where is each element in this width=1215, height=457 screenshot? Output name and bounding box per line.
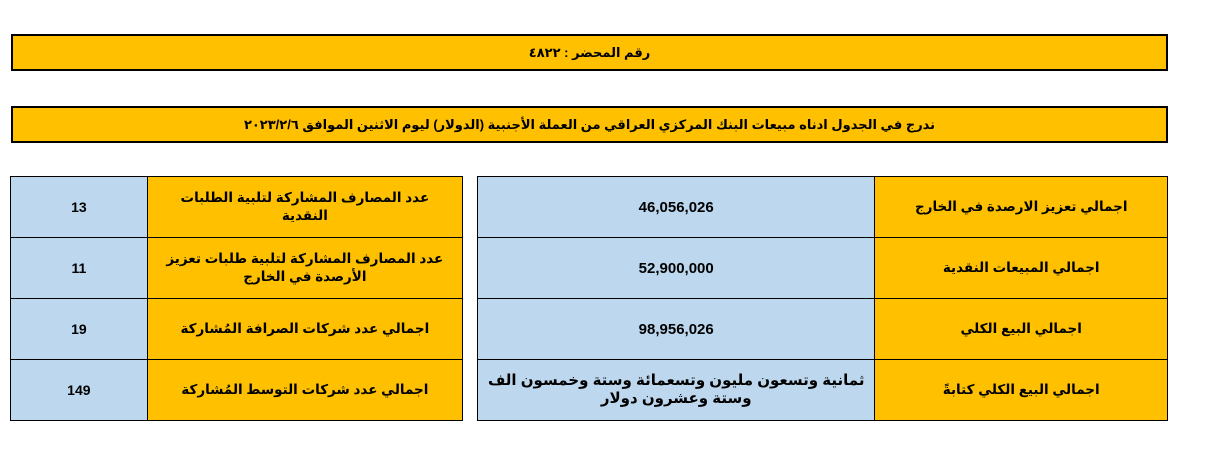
transfers-total-label: اجمالي تعزيز الارصدة في الخارج xyxy=(875,177,1168,238)
table-row xyxy=(478,360,1168,421)
table-row xyxy=(478,177,1168,238)
table-row xyxy=(11,238,463,299)
intro-text: ندرج في الجدول ادناه مبيعات البنك المركزي العراقي من العملة الأجنبية (الدولار) ليوم الاثنين الموافق ٢٠٢٣/٢/٦ xyxy=(243,116,936,132)
total-sales-in-words-value: ثمانية وتسعون مليون وتسعمائة وستة وخمسون الف وستة وعشرون دولار xyxy=(478,360,875,421)
session-number-text: رقم المحضر : ٤٨٢٢ xyxy=(528,44,651,60)
transfer-banks-label: عدد المصارف المشاركة لتلبية طلبات تعزيز الأرصدة في الخارج xyxy=(147,238,462,299)
cash-banks-label: عدد المصارف المشاركة لتلبية الطلبات النقدية xyxy=(147,177,462,238)
table-row xyxy=(11,299,463,360)
table-row xyxy=(478,299,1168,360)
total-sales-label: اجمالي البيع الكلي xyxy=(875,299,1168,360)
table-row xyxy=(11,177,463,238)
table-row xyxy=(11,360,463,421)
total-sales-value: 98,956,026 xyxy=(478,299,875,360)
total-sales-in-words-label: اجمالي البيع الكلي كتابةً xyxy=(875,360,1168,421)
transfer-banks-count: 11 xyxy=(11,238,148,299)
sales-totals-table xyxy=(477,176,1168,421)
participants-table xyxy=(10,176,463,421)
cash-sales-label: اجمالي المبيعات النقدية xyxy=(875,238,1168,299)
exchange-companies-label: اجمالي عدد شركات الصرافة المُشاركة xyxy=(147,299,462,360)
transfers-total-value: 46,056,026 xyxy=(478,177,875,238)
intro-banner xyxy=(11,106,1168,143)
brokerage-companies-count: 149 xyxy=(11,360,148,421)
brokerage-companies-label: اجمالي عدد شركات التوسط المُشاركة xyxy=(147,360,462,421)
exchange-companies-count: 19 xyxy=(11,299,148,360)
table-row xyxy=(478,238,1168,299)
session-number-banner xyxy=(11,34,1168,71)
cash-sales-value: 52,900,000 xyxy=(478,238,875,299)
cash-banks-count: 13 xyxy=(11,177,148,238)
